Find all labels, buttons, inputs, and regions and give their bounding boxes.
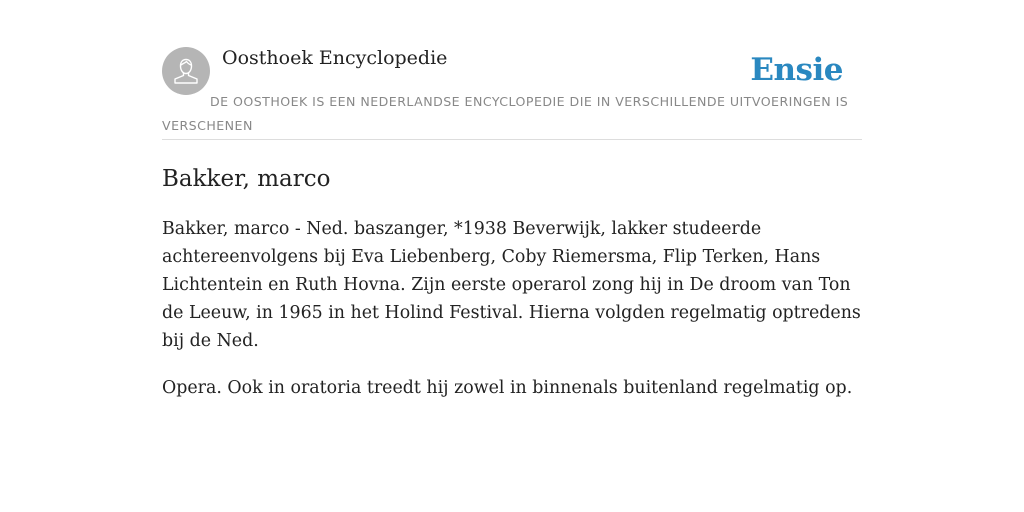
article-paragraph: Opera. Ook in oratoria treedt hij zowel in binnenals buitenland regelmatig op. [162,378,853,398]
page-container [162,46,862,402]
source-header [162,46,862,140]
article-paragraph: Bakker, marco - Ned. baszanger, *1938 Beverwijk, lakker studeerde achtereenvolgens bij Eva Liebenberg, Coby Riemersma, Flip Terken, Hans Lichtentein en Ruth Hovna. Zijn eerste operarol zong hij in De droom van Ton de Leeuw, in 1965 in het Holind Festival. Hierna volgden regelmatig optredens bij de Ned. [162,219,861,351]
user-icon [162,47,210,95]
source-title[interactable]: Oosthoek Encyclopedie [222,47,448,69]
source-description: DE OOSTHOEK IS EEN NEDERLANDSE ENCYCLOPEDIE DIE IN VERSCHILLENDE UITVOERINGEN IS VERSCHENEN [162,94,849,133]
article-body [162,215,862,402]
ensie-logo[interactable]: Ensie [750,52,843,88]
article-title: Bakker, marco [162,166,331,192]
source-avatar[interactable] [162,47,210,95]
